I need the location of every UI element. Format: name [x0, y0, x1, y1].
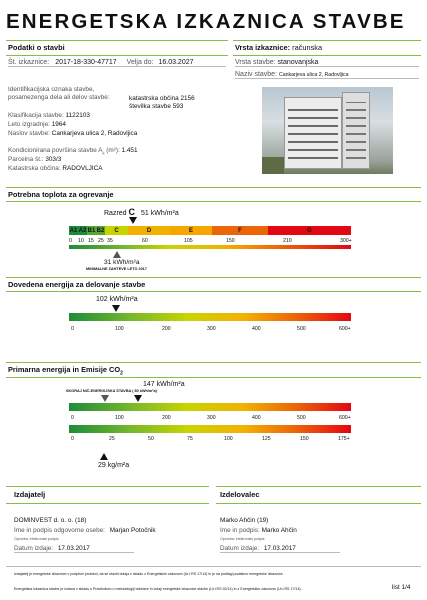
class-g: G [268, 226, 351, 235]
class-b2: B2 [96, 227, 105, 234]
divider [216, 486, 421, 487]
class-c: C [105, 226, 128, 235]
maker-date-label: Datum izdaje: [220, 545, 260, 552]
area-unit: (m²): [106, 147, 120, 154]
tick: 0 [71, 415, 74, 421]
tick: 200 [162, 415, 171, 421]
tick: 105 [184, 238, 193, 244]
tick: 0 [71, 436, 74, 442]
tick: 125 [262, 436, 271, 442]
min-requirement-label: MINIMALNE ZAHTEVE LETO 2017 [86, 267, 147, 271]
divider [6, 291, 421, 292]
building-type-label: Vrsta stavbe: [235, 59, 276, 66]
tick: 100 [224, 436, 233, 442]
maker-name: Marko Ahčin (19) [220, 517, 269, 524]
tick: 60 [142, 238, 148, 244]
issuer-person-row [14, 527, 156, 534]
tick: 600+ [339, 326, 351, 332]
divider [6, 503, 209, 504]
area-row [8, 147, 138, 155]
class-a1: A1 [69, 227, 78, 234]
classification-label: Klasifikacija stavbe: [8, 112, 64, 119]
tick: 400 [252, 326, 261, 332]
divider [6, 362, 421, 363]
cadastral-label: Katastrska občina: [8, 165, 61, 172]
ident-value-1: katastrska občina 2156 [129, 95, 195, 102]
maker-sign-row [220, 527, 297, 534]
maker-sign-value: Marko Ahčin [261, 527, 297, 534]
primary-ticks [0, 415, 427, 423]
divider [6, 277, 421, 278]
nzeb-label: SKORAJ NIČ-ENERGIJSKA STAVBA ( 80 kWh/m²a) [66, 389, 157, 393]
cadastral-value: RADOVLJICA [62, 165, 103, 172]
building-type-value: stanovanjska [277, 59, 319, 66]
area-value: 1.451 [121, 147, 138, 154]
ident-value-2: številka stavbe 593 [129, 103, 184, 110]
class-label: Razred [104, 210, 127, 217]
primary-heading-sub: 2 [120, 370, 123, 377]
address-label: Naslov stavbe: [8, 130, 50, 137]
maker-date-row [220, 545, 340, 553]
class-letter: C [128, 207, 136, 217]
tick: 50 [148, 436, 154, 442]
primary-value: 147 kWh/m²a [143, 381, 185, 388]
windows [346, 102, 366, 165]
delivered-energy-heading: Dovedena energija za delovanje stavbe [8, 280, 146, 289]
class-d: D [128, 226, 170, 235]
tick: 500 [297, 326, 306, 332]
heat-marker [129, 217, 137, 224]
heat-scale-bar [69, 245, 351, 249]
tick: 0 [69, 238, 72, 244]
divider [233, 40, 421, 41]
valid-until-value: 16.03.2027 [158, 59, 194, 66]
class-e: E [170, 226, 212, 235]
issuer-person-value: Marjan Potočnik [109, 527, 156, 534]
certificate-id-label: Št. izkaznice: [8, 59, 50, 66]
building-name-value: Cankarjeva ulica 2, Radovljica [278, 72, 349, 78]
certificate-type-label: Vrsta izkaznice: [235, 43, 291, 52]
ident-label-2: posamezenga dela ali delov stavbe: [8, 94, 110, 101]
divider [6, 40, 228, 41]
issuer-person-label: Ime in podpis odgovorne osebe: [14, 527, 105, 534]
tick: 75 [187, 436, 193, 442]
delivered-value: 102 kWh/m²a [96, 296, 138, 303]
tick: 175+ [338, 436, 350, 442]
tick: 600+ [339, 415, 351, 421]
divider [233, 55, 421, 56]
tick: 400 [252, 415, 261, 421]
tick: 25 [98, 238, 104, 244]
year-row [8, 121, 66, 128]
tick: 15 [88, 238, 94, 244]
divider [6, 486, 209, 487]
primary-energy-heading [8, 365, 123, 376]
delivered-ticks [0, 326, 427, 334]
tick: 210 [283, 238, 292, 244]
address-value: Cankarjeva ulica 2, Radovljica [51, 130, 138, 137]
ident-label-1: Identifikacijska oznaka stavbe, [8, 86, 95, 93]
classification-row [8, 112, 90, 119]
tick: 25 [109, 436, 115, 442]
primary-marker [134, 395, 142, 402]
classification-value: 1122103 [65, 112, 90, 119]
delivered-marker [112, 305, 120, 312]
tick: 100 [115, 326, 124, 332]
cadastral-row [8, 165, 103, 172]
tick: 0 [71, 326, 74, 332]
tick: 35 [107, 238, 113, 244]
heat-demand-heading: Potrebna toplota za ogrevanje [8, 190, 114, 199]
issuer-date-value: 17.03.2017 [57, 545, 90, 552]
area-sub: k [102, 150, 105, 156]
footer-line-2: Energetska izkaznica stavbe je izdana v skladu s Pravilnikom o metodologiji izdelave in izdaji energetske izkaznice stavbe (Ur.l.RS 92/14) in z Energetskim zakonom (Ur.l.RS 17/14). [14, 587, 302, 591]
year-value: 1964 [51, 121, 66, 128]
maker-date-value: 17.03.2017 [263, 545, 296, 552]
tick: 500 [297, 415, 306, 421]
primary-scale-bar [69, 403, 351, 411]
divider [6, 201, 421, 202]
page-title: ENERGETSKA IZKAZNICA STAVBE [6, 10, 406, 33]
building-type-row [235, 59, 419, 67]
tick: 10 [78, 238, 84, 244]
tree [262, 157, 284, 174]
certificate-id-row [8, 59, 226, 67]
divider [6, 377, 421, 378]
energy-class-band [69, 226, 351, 235]
min-requirement-marker [113, 251, 121, 258]
issuer-company: DOMINVEST d. o. o. (18) [14, 517, 87, 524]
certificate-type-heading [235, 43, 322, 52]
building-data-heading: Podatki o stavbi [8, 43, 65, 52]
page-number: list 1/4 [392, 584, 411, 591]
parcel-value: 303/3 [45, 156, 62, 163]
tick: 100 [115, 415, 124, 421]
class-b1: B1 [87, 227, 96, 234]
min-requirement-value: 31 kWh/m²a [104, 259, 140, 266]
maker-heading: Izdelovalec [220, 490, 260, 499]
class-a2: A2 [78, 227, 87, 234]
tick: 300+ [340, 238, 352, 244]
valid-until-label: Velja do: [126, 59, 154, 66]
tick: 300 [207, 415, 216, 421]
divider [6, 55, 228, 56]
building-photo [262, 87, 393, 174]
certificate-type-value: računska [292, 43, 323, 52]
area-label: Kondicionirana površina stavbe A [8, 147, 103, 154]
primary-heading-text: Primarna energija in Emisije CO [8, 365, 121, 374]
class-f: F [212, 226, 268, 235]
tick: 300 [207, 326, 216, 332]
parcel-label: Parcelna št.: [8, 156, 44, 163]
parcel-row [8, 156, 61, 163]
building-name-label: Naziv stavbe: [235, 71, 278, 78]
co2-scale-bar [69, 425, 351, 433]
issuer-date-label: Datum izdaje: [14, 545, 54, 552]
co2-marker [100, 453, 108, 460]
divider [216, 503, 421, 504]
class-marker-label [104, 207, 179, 217]
tick: 150 [226, 238, 235, 244]
building-name-row [235, 71, 419, 79]
address-row [8, 130, 137, 137]
delivered-scale-bar [69, 313, 351, 321]
co2-value: 29 kg/m²a [98, 462, 130, 469]
certificate-id-value: 2017-18-330-47717 [55, 59, 117, 66]
year-label: Leto izgradnje: [8, 121, 50, 128]
tick: 200 [162, 326, 171, 332]
nzeb-marker [101, 395, 109, 402]
divider [6, 566, 421, 567]
co2-ticks [0, 436, 427, 444]
issuer-date-row [14, 545, 134, 553]
maker-sign-label: Ime in podpis: [220, 527, 260, 534]
maker-stamp-note: Opomba: elektronski podpis [220, 537, 265, 541]
issuer-stamp-note: Opomba: elektronski podpis [14, 537, 59, 541]
issuer-heading: Izdajatelj [14, 490, 46, 499]
class-value: 51 kWh/m²a [140, 210, 179, 217]
footer-line-1: Izdajatelj je energetske izkaznice v podpisni protokol, da se stavbi izdaja v skladu z Energetskim zakonom (Ur.l.RS 17/14) in je na podlagi podatkov energetske izkaznice. [14, 572, 284, 576]
windows [288, 105, 338, 165]
divider [6, 187, 421, 188]
tick: 150 [300, 436, 309, 442]
